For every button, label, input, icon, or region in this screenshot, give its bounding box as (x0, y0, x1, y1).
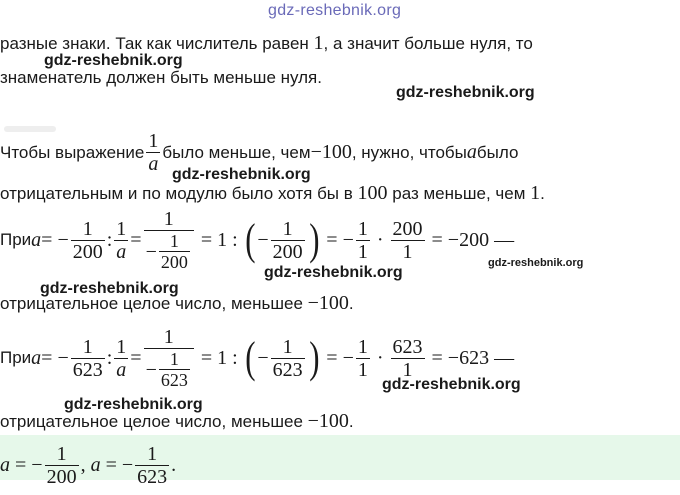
math-op: − (145, 240, 157, 263)
left-paren: ( (244, 215, 256, 264)
watermark: gdz-reshebnik.org (264, 264, 403, 281)
fraction (391, 218, 425, 263)
numerator: 1 (163, 208, 174, 230)
math-op: − (145, 358, 157, 381)
math-op: − (257, 228, 269, 251)
text: . (348, 294, 354, 313)
text: При (0, 348, 32, 367)
watermark: gdz-reshebnik.org (44, 52, 183, 69)
fraction (271, 218, 305, 263)
right-paren: ) (308, 333, 320, 382)
math-var: a (90, 453, 101, 476)
text: отрицательным и по модулю было хотя бы в (0, 184, 358, 203)
fraction (71, 218, 105, 263)
math-number: 1 (530, 182, 541, 204)
denominator: 200 (46, 465, 77, 488)
watermark: gdz-reshebnik.org (396, 84, 535, 101)
numerator: 1 (116, 335, 127, 358)
numerator: 1 (357, 335, 368, 358)
case1-equation (0, 210, 514, 270)
answer-line (0, 435, 176, 495)
fraction (135, 443, 169, 488)
denominator: a (148, 153, 159, 175)
math-var: a (0, 453, 10, 476)
denominator: a (116, 240, 127, 263)
text: . (348, 412, 354, 431)
numerator: 1 (82, 217, 93, 240)
watermark: gdz-reshebnik.org (382, 376, 521, 393)
math-number: 1 (313, 32, 324, 54)
answer-box (0, 435, 680, 488)
denominator: 200 (72, 240, 103, 263)
denominator: 623 (272, 358, 303, 381)
math-op: = (130, 228, 142, 251)
watermark: gdz-reshebnik.org (172, 166, 311, 183)
numerator: 1 (282, 335, 293, 358)
denominator (144, 348, 194, 390)
numerator: 200 (392, 217, 423, 240)
math-number: −100 (310, 141, 352, 163)
left-paren: ( (244, 333, 256, 382)
text: было меньше, чем (162, 142, 311, 162)
math-op: · (371, 346, 389, 369)
watermark: gdz-reshebnik.org (64, 396, 203, 413)
math-op: = 1 : (195, 346, 243, 369)
text: отрицательное целое число, меньшее (0, 412, 308, 431)
fraction (391, 336, 425, 381)
text: отрицательное целое число, меньшее (0, 294, 308, 313)
denominator: a (116, 358, 127, 381)
denominator: 623 (137, 465, 168, 488)
case2-conclusion (0, 410, 354, 433)
para2-line2 (0, 182, 545, 205)
math-result: = −623 — (426, 346, 515, 369)
watermark: gdz-reshebnik.org (40, 280, 179, 297)
math-op: = − (10, 453, 43, 476)
fraction (71, 336, 105, 381)
math-number: −100 (307, 292, 349, 314)
numerator: 1 (169, 349, 179, 369)
text: . (540, 184, 545, 203)
text: , а значит больше нуля, то (323, 34, 533, 53)
fraction (114, 336, 128, 381)
fraction (271, 336, 305, 381)
numerator: 1 (169, 231, 179, 251)
math-var: a (31, 346, 42, 369)
text: разные знаки. Так как числитель равен (0, 34, 314, 53)
text: было (476, 142, 519, 162)
numerator: 1 (163, 326, 174, 348)
case1-conclusion (0, 292, 354, 315)
para1-line2: знаменатель должен быть меньше нуля. (0, 68, 322, 87)
numerator: 1 (357, 217, 368, 240)
denominator: 200 (272, 240, 303, 263)
math-result: = −200 — (426, 228, 515, 251)
math-op: . (171, 453, 177, 476)
math-op: = − (100, 453, 134, 476)
numerator: 1 (282, 217, 293, 240)
watermark-top: gdz-reshebnik.org (268, 2, 402, 19)
math-number: 100 (357, 182, 388, 204)
denominator: 1 (391, 358, 425, 381)
fraction (159, 231, 190, 272)
numerator: 623 (392, 335, 423, 358)
denominator (144, 230, 194, 272)
fraction (45, 443, 79, 488)
math-op: = (130, 346, 142, 369)
numerator: 1 (147, 442, 158, 465)
numerator: 1 (116, 217, 127, 240)
fraction (356, 336, 370, 381)
math-op: · (371, 228, 389, 251)
watermark: gdz-reshebnik.org (488, 257, 584, 269)
math-op: = − (41, 346, 69, 369)
fraction (356, 218, 370, 263)
fraction (114, 218, 128, 263)
math-op: : (106, 228, 113, 251)
math-op: = − (321, 228, 354, 251)
math-var: a (466, 141, 477, 163)
math-op: = − (321, 346, 354, 369)
text: Чтобы выражение (0, 142, 145, 162)
text: При (0, 230, 32, 249)
fraction (146, 130, 160, 175)
math-op: = − (41, 228, 69, 251)
math-op: = 1 : (195, 228, 243, 251)
right-paren: ) (308, 215, 320, 264)
complex-fraction (144, 326, 194, 390)
math-op: , (80, 453, 91, 476)
complex-fraction (144, 208, 194, 272)
math-number: −100 (307, 410, 349, 432)
denominator: 623 (72, 358, 103, 381)
math-op: : (106, 346, 113, 369)
text: , нужно, чтобы (351, 142, 467, 162)
math-var: a (31, 228, 42, 251)
denominator: 1 (357, 240, 368, 263)
numerator: 1 (148, 130, 159, 152)
denominator: 1 (357, 358, 368, 381)
numerator: 1 (56, 442, 67, 465)
text: раз меньше, чем (387, 184, 531, 203)
denominator: 1 (391, 240, 425, 263)
denominator: 200 (160, 252, 188, 272)
denominator: 623 (160, 370, 188, 390)
math-op: − (257, 346, 269, 369)
fraction (159, 349, 190, 390)
numerator: 1 (82, 335, 93, 358)
